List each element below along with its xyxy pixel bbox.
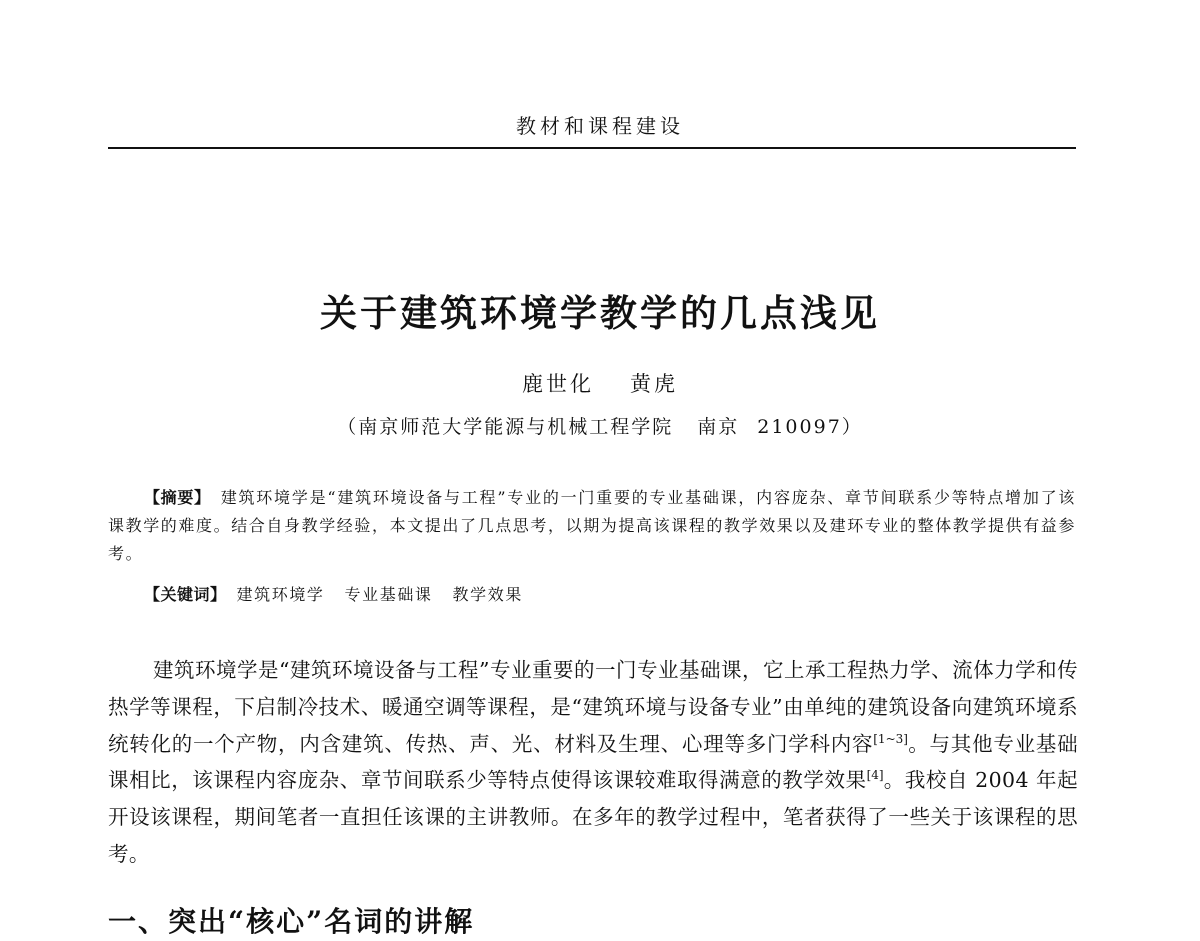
intro-paragraph <box>108 652 1078 873</box>
intro-text: 。与其他专业基础课相比，该课程内容庞杂、章节间联系少等特点使得该课较难取得满意的教学效果 <box>108 731 1078 793</box>
citation-ref: [1~3] <box>873 731 908 746</box>
author-name: 黄虎 <box>630 372 678 396</box>
keyword: 建筑环境学 <box>236 585 325 604</box>
running-header: 教材和课程建设 <box>516 114 684 138</box>
affiliation <box>0 412 1200 439</box>
intro-text: 。我校自 2004 年起开设该课程，期间笔者一直担任该课的主讲教师。在多年的教学过程中，笔者获得了一些关于该课程的思考。 <box>108 768 1078 866</box>
paper-title: 关于建筑环境学教学的几点浅见 <box>320 292 880 335</box>
affiliation-institution: 南京师范大学能源与机械工程学院 <box>358 416 674 438</box>
intro-text: 建筑环境学是“建筑环境设备与工程”专业重要的一门专业基础课，它上承工程热力学、流体力学和传热学等课程，下启制冷技术、暖通空调等课程，是“建筑环境与设备专业”由单纯的建筑设备向建筑环境系统转化的一个产物，内含建筑、传热、声、光、材料及生理、心理等多门学科内容 <box>108 658 1078 756</box>
keywords-label: 【关键词】 <box>144 585 227 604</box>
affiliation-postal-code: 210097 <box>757 416 842 438</box>
keyword: 教学效果 <box>452 585 523 604</box>
affiliation-city: 南京 <box>697 416 740 438</box>
keywords <box>144 582 543 605</box>
abstract <box>108 484 1076 568</box>
section-heading: 一、突出“核心”名词的讲解 <box>108 905 475 938</box>
affiliation-close-paren: ） <box>841 416 863 438</box>
keyword: 专业基础课 <box>344 585 433 604</box>
affiliation-open-paren: （ <box>337 416 359 438</box>
abstract-text: 建筑环境学是“建筑环境设备与工程”专业的一门重要的专业基础课，内容庞杂、章节间联系少等特点增加了该课教学的难度。结合自身教学经验，本文提出了几点思考，以期为提高该课程的教学效果以及建环专业的整体教学提供有益参考。 <box>108 488 1077 563</box>
author-line <box>0 368 1200 398</box>
header-rule <box>108 147 1076 149</box>
abstract-label: 【摘要】 <box>144 488 211 507</box>
citation-ref: [4] <box>866 768 884 783</box>
author-name: 鹿世化 <box>522 372 594 396</box>
